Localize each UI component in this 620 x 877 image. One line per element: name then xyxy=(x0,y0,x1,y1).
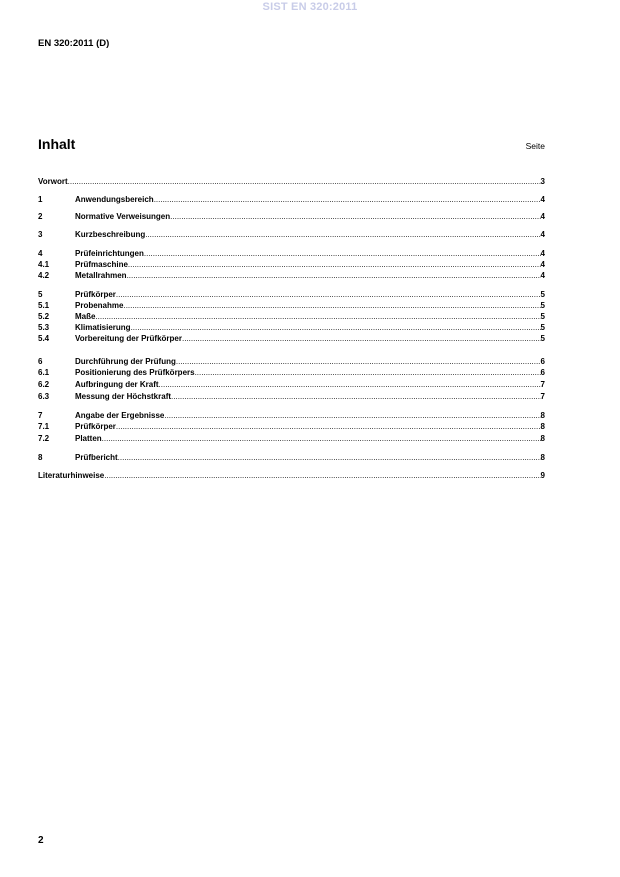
toc-entry-7-2[interactable] xyxy=(38,433,545,444)
toc-entry-number: 5 xyxy=(38,290,43,299)
toc-entry-number: 7 xyxy=(38,411,43,420)
toc-entry-page: 7 xyxy=(540,392,545,401)
toc-entry-6-3[interactable] xyxy=(38,391,545,402)
toc-entry-title: Aufbringung der Kraft xyxy=(75,380,159,389)
toc-entry-number: 5.2 xyxy=(38,312,50,321)
toc-entry-number: 5.3 xyxy=(38,323,50,332)
toc-entry-title: Klimatisierung xyxy=(75,323,131,332)
dot-leader xyxy=(145,229,540,240)
toc-entry-page: 5 xyxy=(540,290,545,299)
toc-entry-title: Messung der Höchstkraft xyxy=(75,392,172,401)
dot-leader xyxy=(95,311,540,322)
toc-entry-title: Literaturhinweise xyxy=(38,471,105,480)
toc-entry-title: Kurzbeschreibung xyxy=(75,230,146,239)
toc-entry-8[interactable] xyxy=(38,452,545,463)
toc-entry-number: 1 xyxy=(38,195,43,204)
toc-entry-title: Normative Verweisungen xyxy=(75,212,171,221)
dot-leader xyxy=(170,211,540,222)
toc-entry-number: 5.4 xyxy=(38,334,50,343)
toc-entry-page: 4 xyxy=(540,249,545,258)
toc-entry-title: Prüfkörper xyxy=(75,290,116,299)
toc-entry-title: Platten xyxy=(75,434,102,443)
toc-entry-page: 8 xyxy=(540,411,545,420)
toc-entry-number: 6.3 xyxy=(38,392,50,401)
toc-entry-vorwort[interactable] xyxy=(38,176,545,187)
dot-leader xyxy=(159,379,541,390)
toc-entry-number: 7.2 xyxy=(38,434,50,443)
toc-entry-number: 4.2 xyxy=(38,271,50,280)
watermark: SIST EN 320:2011 xyxy=(262,1,358,13)
page-number: 2 xyxy=(38,835,44,846)
toc-entry-title: Probenahme xyxy=(75,301,124,310)
dot-leader xyxy=(102,433,541,444)
toc-entry-4[interactable] xyxy=(38,248,545,259)
toc-entry-title: Prüfmaschine xyxy=(75,260,128,269)
toc-entry-6-1[interactable] xyxy=(38,367,545,378)
toc-entry-number: 6.1 xyxy=(38,368,50,377)
toc-entry-3[interactable] xyxy=(38,229,545,240)
toc-entry-page: 9 xyxy=(540,471,545,480)
dot-leader xyxy=(104,470,540,481)
toc-entry-page: 5 xyxy=(540,301,545,310)
toc-entry-title: Durchführung der Prüfung xyxy=(75,357,176,366)
toc-entry-page: 4 xyxy=(540,271,545,280)
dot-leader xyxy=(164,410,540,421)
toc-entry-7-1[interactable] xyxy=(38,421,545,432)
toc-entry-4-2[interactable] xyxy=(38,270,545,281)
document-id: EN 320:2011 (D) xyxy=(38,38,110,49)
toc-entry-5-2[interactable] xyxy=(38,311,545,322)
toc-entry-page: 8 xyxy=(540,422,545,431)
toc-entry-number: 6 xyxy=(38,357,43,366)
toc-entry-title: Vorwort xyxy=(38,177,68,186)
toc-entry-title: Anwendungsbereich xyxy=(75,195,154,204)
dot-leader xyxy=(171,391,541,402)
dot-leader xyxy=(182,333,541,344)
toc-entry-title: Angabe der Ergebnisse xyxy=(75,411,165,420)
toc-entry-page: 7 xyxy=(540,380,545,389)
toc-entry-literaturhinweise[interactable] xyxy=(38,470,545,481)
toc-entry-number: 7.1 xyxy=(38,422,50,431)
toc-entry-title: Prüfeinrichtungen xyxy=(75,249,144,258)
toc-entry-number: 4 xyxy=(38,249,43,258)
toc-entry-number: 6.2 xyxy=(38,380,50,389)
toc-entry-title: Prüfkörper xyxy=(75,422,116,431)
dot-leader xyxy=(116,421,541,432)
toc-entry-number: 5.1 xyxy=(38,301,50,310)
toc-entry-page: 4 xyxy=(540,212,545,221)
toc-entry-title: Prüfbericht xyxy=(75,453,118,462)
toc-entry-title: Metallrahmen xyxy=(75,271,127,280)
dot-leader xyxy=(131,322,541,333)
toc-entry-2[interactable] xyxy=(38,211,545,222)
toc-entry-title: Maße xyxy=(75,312,96,321)
toc-entry-title: Vorbereitung der Prüfkörper xyxy=(75,334,182,343)
toc-entry-6-2[interactable] xyxy=(38,379,545,390)
toc-entry-number: 2 xyxy=(38,212,43,221)
dot-leader xyxy=(176,356,541,367)
toc-entry-page: 4 xyxy=(540,260,545,269)
dot-leader xyxy=(118,452,541,463)
toc-entry-4-1[interactable] xyxy=(38,259,545,270)
toc-entry-number: 4.1 xyxy=(38,260,50,269)
toc-entry-number: 3 xyxy=(38,230,43,239)
toc-entry-page: 3 xyxy=(540,177,545,186)
toc-entry-page: 5 xyxy=(540,312,545,321)
toc-entry-5-1[interactable] xyxy=(38,300,545,311)
dot-leader xyxy=(154,194,541,205)
toc-entry-page: 5 xyxy=(540,334,545,343)
toc-entry-title: Positionierung des Prüfkörpers xyxy=(75,368,195,377)
toc-entry-5-4[interactable] xyxy=(38,333,545,344)
toc-entry-1[interactable] xyxy=(38,194,545,205)
toc-entry-page: 8 xyxy=(540,434,545,443)
toc-heading: Inhalt xyxy=(38,136,76,152)
dot-leader xyxy=(128,259,541,270)
toc-entry-page: 8 xyxy=(540,453,545,462)
toc-entry-page: 6 xyxy=(540,357,545,366)
toc-entry-number: 8 xyxy=(38,453,43,462)
toc-entry-page: 4 xyxy=(540,230,545,239)
toc-entry-page: 4 xyxy=(540,195,545,204)
dot-leader xyxy=(68,176,541,187)
dot-leader xyxy=(123,300,540,311)
toc-entry-5[interactable] xyxy=(38,289,545,300)
toc-entry-page: 5 xyxy=(540,323,545,332)
toc-entry-5-3[interactable] xyxy=(38,322,545,333)
dot-leader xyxy=(116,289,541,300)
toc-entry-6[interactable] xyxy=(38,356,545,367)
page-column-label: Seite xyxy=(525,141,545,151)
dot-leader xyxy=(144,248,541,259)
toc-entry-7[interactable] xyxy=(38,410,545,421)
toc-entry-page: 6 xyxy=(540,368,545,377)
dot-leader xyxy=(127,270,541,281)
dot-leader xyxy=(195,367,541,378)
